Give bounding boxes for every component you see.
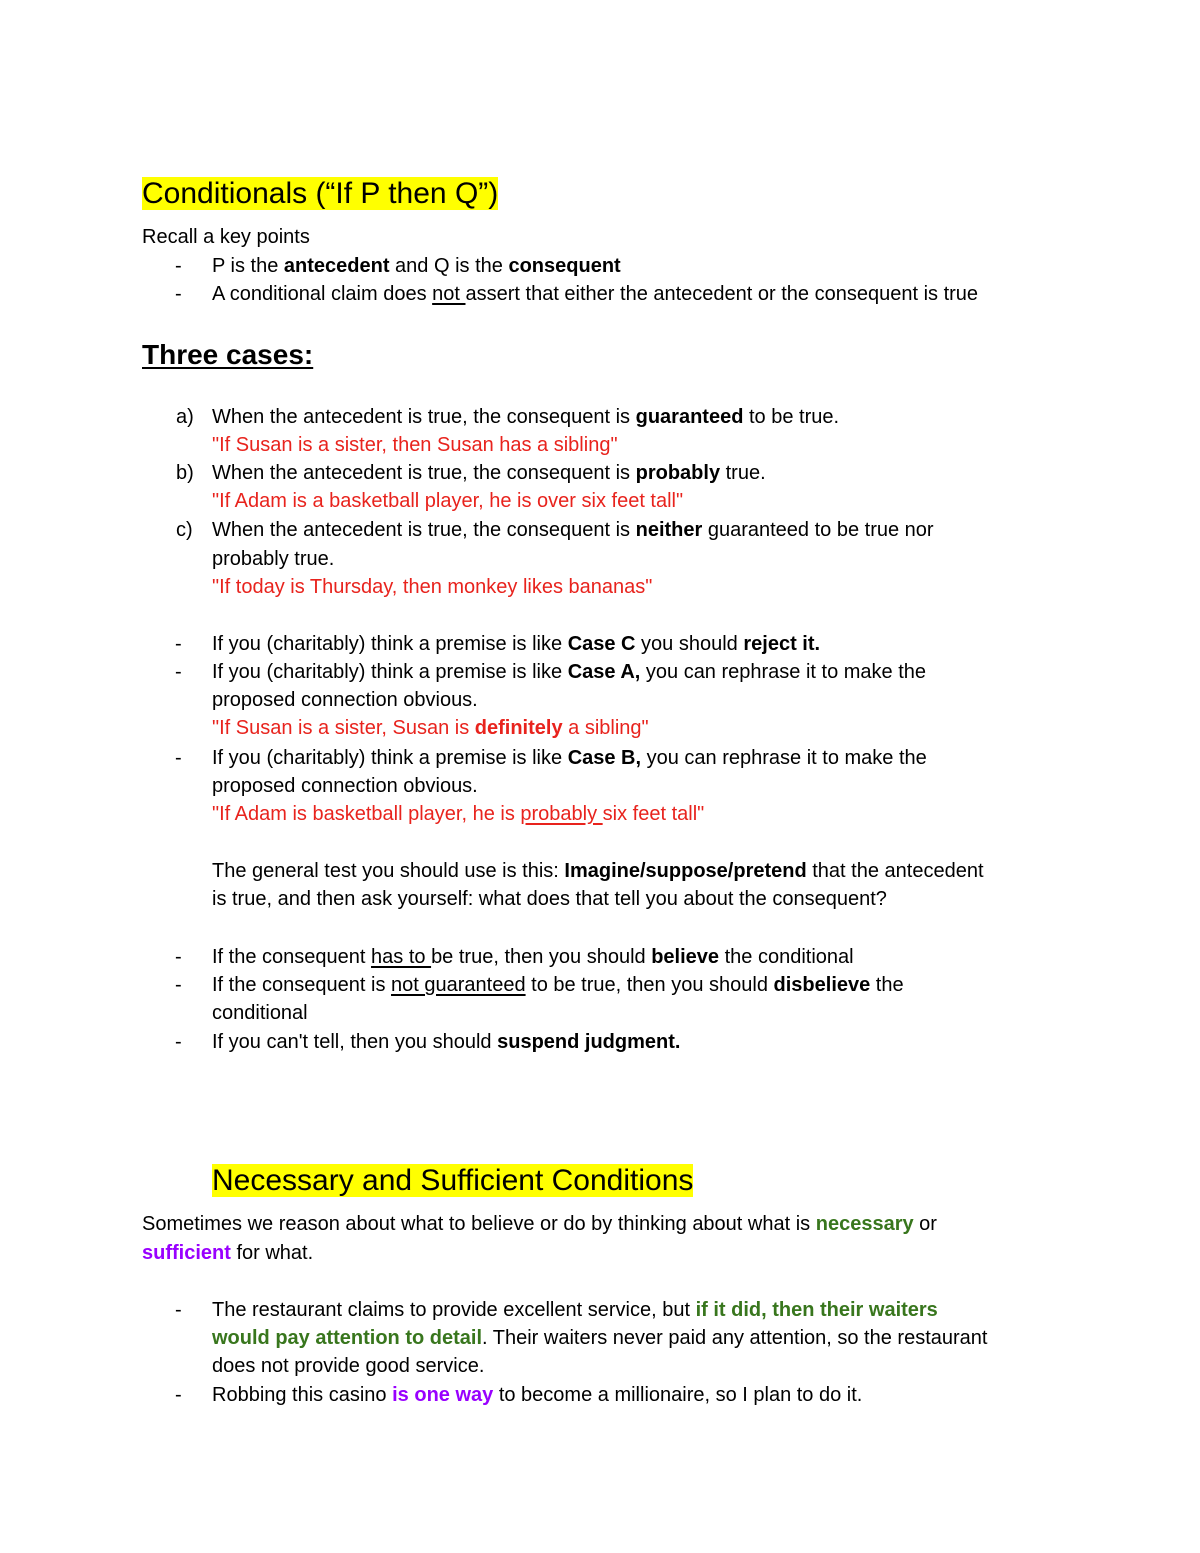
bullet-disbelieve-cont: conditional [212,1002,308,1024]
case-c-text-cont: probably true. [212,548,335,570]
list-marker-b: b) [176,462,194,484]
bullet-case-a-rephrase-cont: proposed connection obvious. [212,689,478,711]
heading-necessary-sufficient: Necessary and Sufficient Conditions [212,1164,694,1197]
bullet-case-b-rephrase-cont: proposed connection obvious. [212,775,478,797]
bullet-antecedent-consequent: P is the antecedent and Q is the consequent [212,255,621,277]
dash-bullet: - [175,974,182,996]
dash-bullet: - [175,1384,182,1406]
case-a-rephrase-example: "If Susan is a sister, Susan is definitely a sibling" [212,717,649,739]
bullet-restaurant: The restaurant claims to provide excellent service, but if it did, then their waiters [212,1299,938,1321]
case-a-example: "If Susan is a sister, then Susan has a sibling" [212,434,618,456]
bullet-case-a-rephrase: If you (charitably) think a premise is like Case A, you can rephrase it to make the [212,661,927,683]
dash-bullet: - [175,747,182,769]
bullet-casino: Robbing this casino is one way to become a millionaire, so I plan to do it. [212,1384,863,1406]
intro-text-cont: sufficient for what. [142,1242,314,1264]
bullet-case-b-rephrase: If you (charitably) think a premise is like Case B, you can rephrase it to make the [212,747,927,769]
general-test-text-cont: is true, and then ask yourself: what does that tell you about the consequent? [212,888,887,910]
list-marker-c: c) [176,519,193,541]
dash-bullet: - [175,255,182,277]
bullet-not-assert: A conditional claim does not assert that either the antecedent or the consequent is true [212,283,979,305]
bullet-disbelieve: If the consequent is not guaranteed to be true, then you should disbelieve the [212,974,904,996]
recall-text: Recall a key points [142,226,310,248]
dash-bullet: - [175,633,182,655]
dash-bullet: - [175,1031,182,1053]
bullet-suspend: If you can't tell, then you should suspend judgment. [212,1031,681,1053]
bullet-restaurant-cont2: does not provide good service. [212,1355,485,1377]
dash-bullet: - [175,946,182,968]
case-c-text: When the antecedent is true, the consequent is neither guaranteed to be true nor [212,519,934,541]
dash-bullet: - [175,1299,182,1321]
bullet-restaurant-cont: would pay attention to detail. Their waiters never paid any attention, so the restaurant [212,1327,988,1349]
case-a-text: When the antecedent is true, the consequent is guaranteed to be true. [212,406,840,428]
case-b-example: "If Adam is a basketball player, he is over six feet tall" [212,490,684,512]
bullet-case-c-reject: If you (charitably) think a premise is like Case C you should reject it. [212,633,821,655]
heading-three-cases: Three cases: [142,339,314,370]
general-test-text: The general test you should use is this: Imagine/suppose/pretend that the antecedent [212,860,984,882]
list-marker-a: a) [176,406,194,428]
case-b-text: When the antecedent is true, the consequent is probably true. [212,462,766,484]
bullet-believe: If the consequent has to be true, then you should believe the conditional [212,946,854,968]
dash-bullet: - [175,283,182,305]
case-b-rephrase-example: "If Adam is basketball player, he is probably six feet tall" [212,803,705,825]
case-c-example: "If today is Thursday, then monkey likes bananas" [212,576,653,598]
intro-text: Sometimes we reason about what to believe or do by thinking about what is necessary or [142,1213,937,1235]
dash-bullet: - [175,661,182,683]
heading-conditionals: Conditionals (“If P then Q”) [142,177,499,210]
